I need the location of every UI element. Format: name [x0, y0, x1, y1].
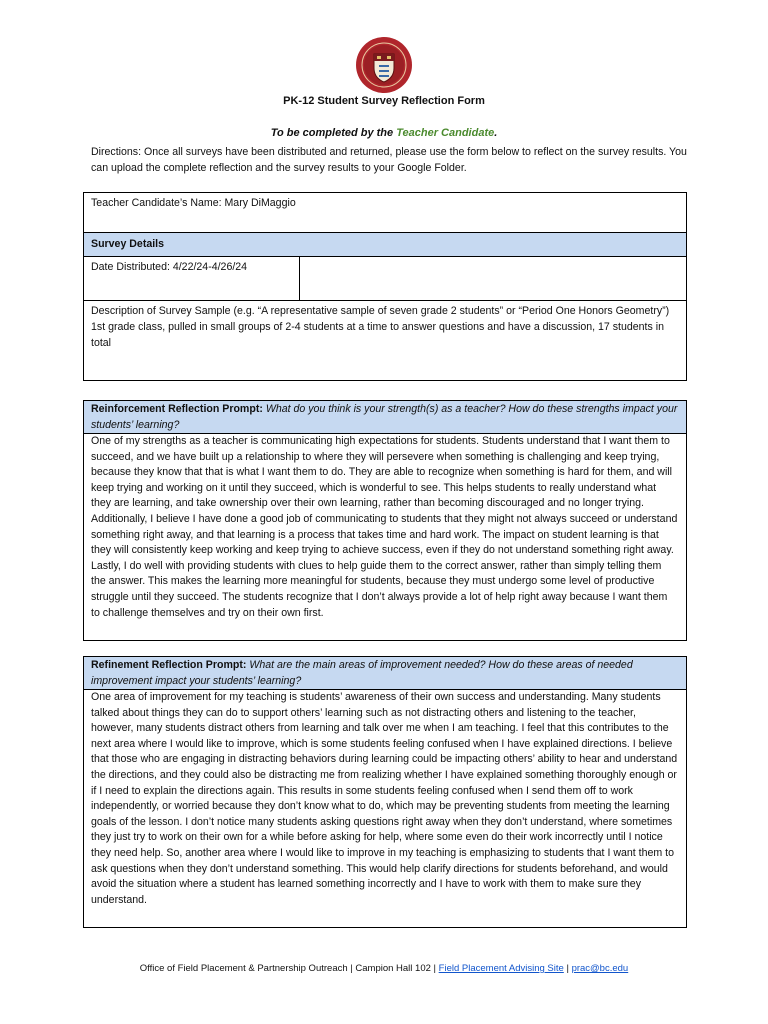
refinement-response[interactable]: One area of improvement for my teaching is students’ awareness of their own success and understanding. Many students talked about things they can do to support others’ learning such as not distracting others and listening to the teacher, however, many students distract others from learning and talk over me when I am teaching. I feel that this contributes to the next area where I would like to improve, which is some students feeling confused when I have explained directions. I believe that those who are engaging in distracting behaviors during learning could be impacting others’ ability to hear and understand the directions, and they could also be distracting me from realizing whether I have explained something thoroughly enough or if I need to explain the directions again. This results in some students feeling confused when I send them off to work independently, or worried because they don’t know what to do, which may be preventing students from meeting the learning goals of the lesson. I don’t notice many students asking questions right away when they don’t understand, where sometimes they just try to work on their own for a while before asking for help, where some even do their work incorrectly until I notice they need help. So, another area where I would like to improve in my teaching is emphasizing to students that I want them to ask questions when they don’t understand something. This would help clarify directions for students beforehand, and would avoid the situation where a student has learned something incorrectly and I have to work with them to make sure they understand. — [84, 690, 687, 928]
reinforcement-response[interactable]: One of my strengths as a teacher is communicating high expectations for students. Students understand that I want them to succeed, and we have built up a relationship to where they will persevere when something is challenging and keep trying, because they know that that is what I want them to do. They are able to recognize when something is hard for them, and will keep trying and working on it until they succeed, which is wonderful to see. This helps students to really understand what they are learning, and take ownership over their own learning, rather than becoming discouraged and no longer trying. Additionally, I believe I have done a good job of communicating to students that they might not always succeed or understand something right away, and that learning is a process that takes time and hard work. The impact on student learning is that they will consistently keep working and keep trying to achieve success, even if they do not understand something right away. Lastly, I do well with providing students with clues to help guide them to the correct answer, rather than simply telling them the answer. This makes the learning more meaningful for students, because they must undergo some level of productive struggle until they succeed. The students recognize that I don’t always provide a lot of help right away because I want them to challenge themselves and try on their own first. — [84, 434, 687, 641]
completion-note-suffix: . — [494, 127, 498, 139]
completion-note-highlight: Teacher Candidate — [396, 127, 495, 139]
survey-sample-field[interactable] — [84, 301, 687, 381]
date-distributed-field[interactable]: Date Distributed: 4/22/24-4/26/24 — [84, 257, 300, 301]
survey-details-table — [83, 192, 687, 381]
reinforcement-prompt-question: What do you think is your strength(s) as a teacher? How do these strengths impact your students’ learning? — [91, 403, 678, 431]
reinforcement-prompt-header — [84, 401, 687, 434]
page-footer — [0, 963, 768, 974]
form-title: PK-12 Student Survey Reflection Form — [283, 95, 485, 107]
footer-office-text: Office of Field Placement & Partnership Outreach | Campion Hall 102 | — [139, 963, 437, 974]
field-placement-site-link[interactable]: Field Placement Advising Site — [438, 963, 564, 974]
survey-sample-value: 1st grade class, pulled in small groups of 2-4 students at a time to answer questions and have a discussion, 17 students in total — [91, 321, 664, 349]
footer-separator: | — [566, 963, 569, 974]
email-link[interactable]: prac@bc.edu — [571, 963, 629, 974]
survey-sample-label: Description of Survey Sample (e.g. “A representative sample of seven grade 2 students” or “Period One Honors Geometry”) — [91, 305, 670, 317]
refinement-prompt-label: Refinement Reflection Prompt: — [91, 659, 247, 671]
refinement-prompt-question: What are the main areas of improvement needed? How do these areas of needed improvement impact your students’ learning? — [91, 659, 633, 687]
refinement-prompt-table — [83, 656, 687, 928]
date-distributed-blank-cell[interactable] — [300, 257, 687, 301]
refinement-prompt-header — [84, 657, 687, 690]
reinforcement-prompt-label: Reinforcement Reflection Prompt: — [91, 403, 263, 415]
completion-note-prefix: To be completed by the — [270, 127, 394, 139]
survey-details-heading: Survey Details — [84, 233, 687, 257]
completion-note — [0, 127, 768, 139]
reinforcement-prompt-table — [83, 400, 687, 641]
university-seal-icon — [355, 36, 413, 94]
teacher-name-field[interactable]: Teacher Candidate’s Name: Mary DiMaggio — [84, 193, 687, 233]
directions-text: Directions: Once all surveys have been distributed and returned, please use the form below to reflect on the survey results. You can upload the complete reflection and the survey results to your Google Folder. — [91, 146, 687, 174]
